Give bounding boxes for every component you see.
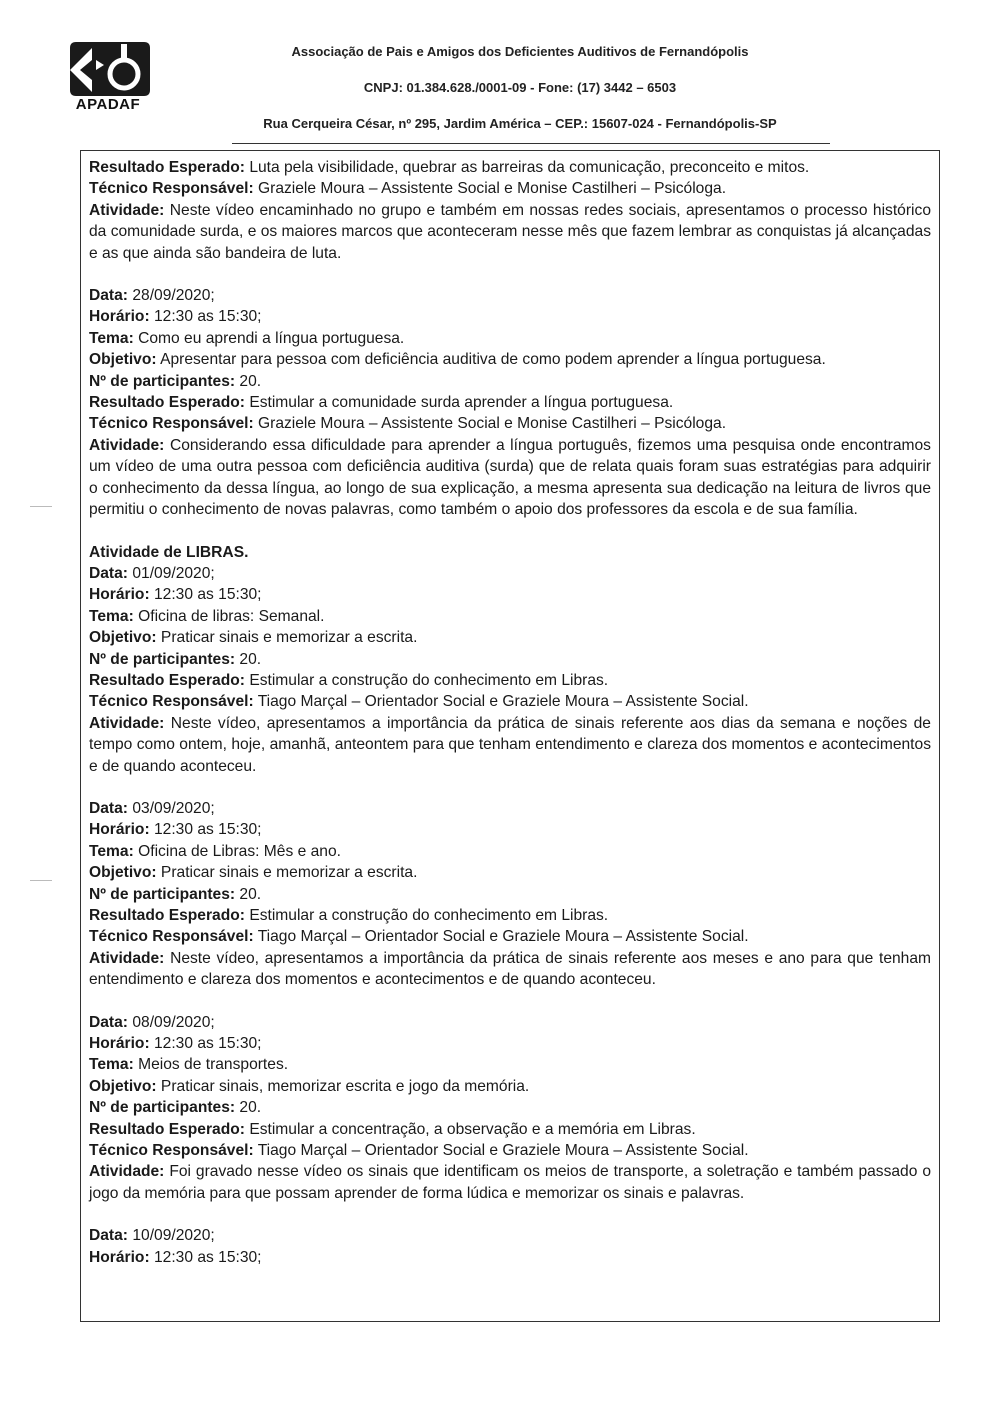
theme-value: Meios de transportes. [138, 1056, 289, 1074]
participants-line [89, 649, 931, 670]
expected-result-line [89, 905, 931, 926]
objective-label: Objetivo: [89, 864, 157, 882]
time-line [89, 306, 931, 327]
activity-line [89, 200, 931, 264]
date-label: Data: [89, 1013, 128, 1031]
date-value: 03/09/2020; [132, 799, 215, 817]
technician-label: Técnico Responsável: [89, 415, 254, 433]
theme-line [89, 606, 931, 627]
participants-label: Nº de participantes: [89, 650, 236, 668]
expected-result-label: Resultado Esperado: [89, 394, 245, 412]
technician-label: Técnico Responsável: [89, 1142, 254, 1160]
technician-value: Graziele Moura – Assistente Social e Monise Castilheri – Psicóloga. [258, 415, 727, 433]
expected-result-value: Estimular a comunidade surda aprender a língua portuguesa. [249, 394, 674, 412]
expected-result-value: Estimular a construção do conhecimento em Libras. [249, 907, 609, 924]
expected-result-label: Resultado Esperado: [89, 907, 245, 924]
technician-label: Técnico Responsável: [89, 693, 254, 711]
section-heading: Atividade de LIBRAS. [89, 543, 249, 561]
time-value: 12:30 as 15:30; [154, 821, 262, 839]
participants-value: 20. [239, 650, 262, 668]
theme-line [89, 328, 931, 349]
technician-value: Tiago Marçal – Orientador Social e Graziele Moura – Assistente Social. [257, 693, 749, 711]
objective-line [89, 627, 931, 648]
technician-label: Técnico Responsável: [89, 180, 254, 198]
organization-name: Associação de Pais e Amigos dos Deficientes Auditivos de Fernandópolis [291, 44, 749, 59]
time-value: 12:30 as 15:30; [154, 1248, 262, 1266]
date-line [89, 285, 931, 306]
activity-entry [89, 285, 931, 520]
activity-line [89, 948, 931, 991]
report-frame [80, 150, 940, 1322]
activity-label: Atividade: [89, 1163, 165, 1181]
participants-label: Nº de participantes: [89, 885, 236, 903]
date-value: 08/09/2020; [132, 1013, 215, 1031]
activity-line [89, 713, 931, 777]
date-value: 10/09/2020; [132, 1227, 215, 1245]
time-label: Horário: [89, 308, 150, 326]
participants-value: 20. [239, 885, 262, 903]
technician-value: Graziele Moura – Assistente Social e Monise Castilheri – Psicóloga. [258, 180, 727, 198]
activity-value: Neste vídeo encaminhado no grupo e também em nossas redes sociais, apresentamos o processo histórico da comunidade surda, e os maiores marcos que aconteceram nesse mês que fazem lembrar as conquistas já alcançadas e as que ainda são bandeira de luta. [89, 201, 931, 262]
technician-line [89, 178, 931, 199]
time-line [89, 819, 931, 840]
time-label: Horário: [89, 586, 150, 604]
date-label: Data: [89, 287, 128, 305]
technician-line [89, 926, 931, 947]
activity-entry [89, 563, 931, 777]
participants-label: Nº de participantes: [89, 372, 236, 390]
technician-line [89, 413, 931, 434]
time-value: 12:30 as 15:30; [154, 308, 262, 326]
address: Rua Cerqueira César, nº 295, Jardim América – CEP.: 15607-024 - Fernandópolis-SP [263, 116, 777, 131]
time-value: 12:30 as 15:30; [154, 1035, 262, 1053]
participants-line [89, 371, 931, 392]
date-label: Data: [89, 564, 128, 582]
expected-result-label: Resultado Esperado: [89, 671, 245, 689]
time-line [89, 584, 931, 605]
expected-result-line [89, 1119, 931, 1140]
activity-value: Foi gravado nesse vídeo os sinais que identificam os meios de transporte, a soletração e também passado o jogo da memória para que possam aprender de forma lúdica e memorizar os sinais e palavras. [89, 1163, 931, 1202]
time-value: 12:30 as 15:30; [154, 586, 262, 604]
expected-result-line [89, 157, 931, 178]
theme-label: Tema: [89, 607, 134, 625]
theme-value: Oficina de libras: Semanal. [138, 607, 325, 625]
activity-entry [89, 1012, 931, 1205]
objective-label: Objetivo: [89, 629, 157, 647]
theme-value: Oficina de Libras: Mês e ano. [138, 842, 341, 860]
date-line [89, 563, 931, 584]
objective-line [89, 862, 931, 883]
date-value: 01/09/2020; [132, 564, 215, 582]
participants-label: Nº de participantes: [89, 1099, 236, 1117]
objective-value: Praticar sinais e memorizar a escrita. [160, 864, 418, 882]
scan-mark [30, 880, 52, 881]
theme-label: Tema: [89, 329, 134, 347]
activity-label: Atividade: [89, 714, 165, 732]
activity-label: Atividade: [89, 949, 165, 967]
objective-line [89, 349, 931, 370]
technician-value: Tiago Marçal – Orientador Social e Graziele Moura – Assistente Social. [257, 1142, 749, 1160]
technician-label: Técnico Responsável: [89, 928, 254, 946]
time-line [89, 1247, 931, 1268]
activity-line [89, 1161, 931, 1204]
date-line [89, 1225, 931, 1246]
technician-line [89, 1140, 931, 1161]
objective-value: Apresentar para pessoa com deficiência auditiva de como podem aprender a língua portuguesa. [160, 351, 826, 369]
participants-value: 20. [239, 1099, 262, 1117]
activity-entry [89, 798, 931, 991]
expected-result-label: Resultado Esperado: [89, 1120, 245, 1138]
activity-value: Neste vídeo, apresentamos a importância da prática de sinais referente aos dias da semana e noções de tempo como ontem, hoje, amanhã, anteontem para que tenham entendimento e clareza dos momentos e acontecimentos e de quando aconteceu. [89, 714, 931, 775]
date-label: Data: [89, 1227, 128, 1245]
time-line [89, 1033, 931, 1054]
theme-line [89, 1054, 931, 1075]
expected-result-value: Estimular a concentração, a observação e a memória em Libras. [249, 1120, 696, 1138]
logo-wordmark: APADAF [75, 96, 141, 113]
theme-line [89, 841, 931, 862]
participants-line [89, 884, 931, 905]
theme-label: Tema: [89, 1056, 134, 1074]
activity-value: Neste vídeo, apresentamos a importância da prática de sinais referente aos meses e ano para que tenham entendimento e clareza dos momentos e acontecimentos e de quando aconteceu. [89, 949, 931, 989]
report-content [89, 157, 931, 1268]
activity-label: Atividade: [89, 436, 165, 454]
expected-result-line [89, 392, 931, 413]
participants-value: 20. [239, 372, 262, 390]
expected-result-line [89, 670, 931, 691]
time-label: Horário: [89, 821, 150, 839]
header-divider [232, 143, 830, 144]
technician-line [89, 691, 931, 712]
activity-entry [89, 157, 931, 264]
theme-value: Como eu aprendi a língua portuguesa. [138, 329, 405, 347]
date-value: 28/09/2020; [132, 287, 215, 305]
participants-line [89, 1097, 931, 1118]
date-label: Data: [89, 799, 128, 817]
time-label: Horário: [89, 1248, 150, 1266]
objective-label: Objetivo: [89, 1077, 157, 1095]
expected-result-value: Estimular a construção do conhecimento em Libras. [249, 671, 609, 689]
objective-value: Praticar sinais e memorizar a escrita. [160, 629, 418, 647]
scan-mark [30, 506, 52, 507]
technician-value: Tiago Marçal – Orientador Social e Graziele Moura – Assistente Social. [257, 928, 749, 946]
objective-value: Praticar sinais, memorizar escrita e jogo da memória. [160, 1077, 530, 1095]
activity-label: Atividade: [89, 201, 165, 219]
activity-line [89, 435, 931, 521]
time-label: Horário: [89, 1035, 150, 1053]
objective-label: Objetivo: [89, 351, 157, 369]
activity-entry [89, 1225, 931, 1268]
activity-value: Considerando essa dificuldade para aprender a língua português, fizemos uma pesquisa onde encontramos um vídeo de uma outra pessoa com deficiência auditiva (surda) que de relata quais foram suas estratégias para adquirir o conhecimento da dessa língua, ao longo de sua explicação, a mesma apresenta sua dedicação na leitura de livros que permitiu o conhecimento de novas palavras, como também o apoio dos professores da escola e de sua família. [89, 436, 931, 519]
theme-label: Tema: [89, 842, 134, 860]
date-line [89, 798, 931, 819]
date-line [89, 1012, 931, 1033]
cnpj-phone: CNPJ: 01.384.628./0001-09 - Fone: (17) 3442 – 6503 [363, 80, 677, 95]
objective-line [89, 1076, 931, 1097]
expected-result-value: Luta pela visibilidade, quebrar as barreiras da comunicação, preconceito e mitos. [249, 159, 810, 176]
expected-result-label: Resultado Esperado: [89, 159, 245, 176]
